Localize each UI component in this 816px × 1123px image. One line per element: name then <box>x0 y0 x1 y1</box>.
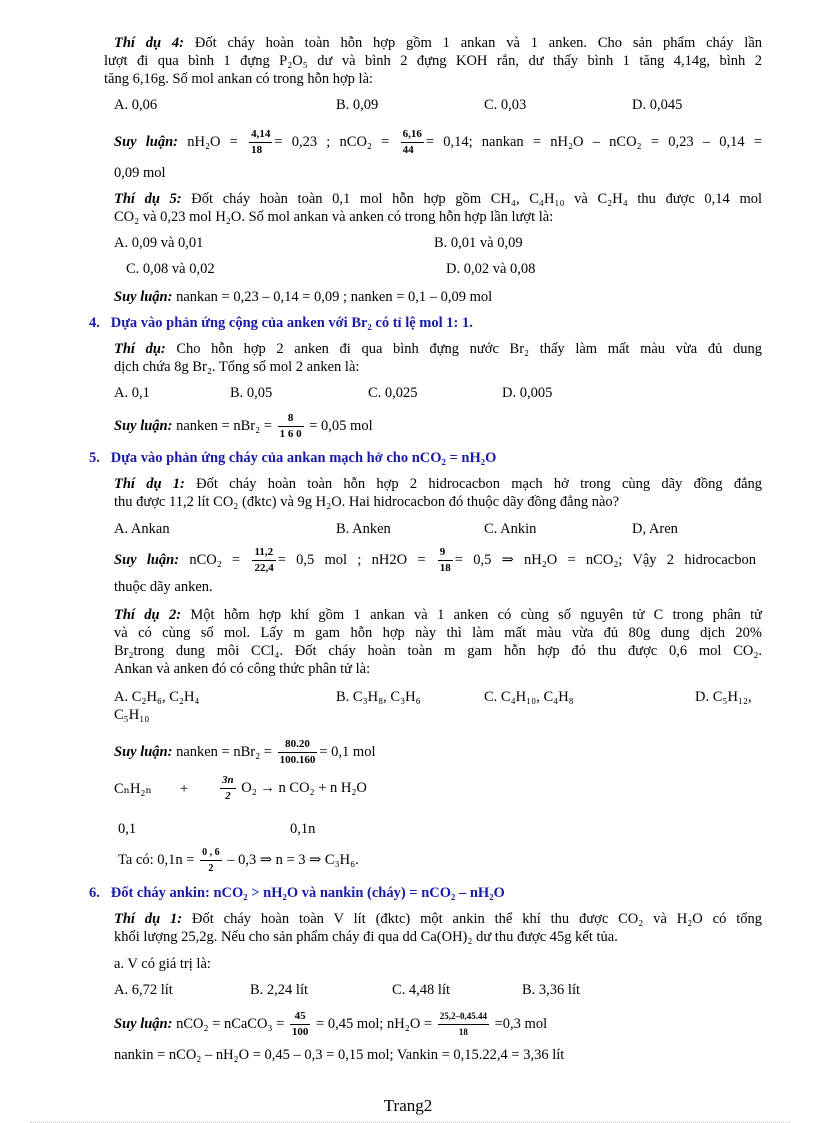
sec6-ex1-statement-2: khối lượng 25,2g. Nếu cho sản phẩm cháy đi qua dd Ca(OH)₂ dư thu được 45g kết tủa. <box>114 929 618 945</box>
sec5-ex2-statement-4: Ankan và anken đó có công thức phân tử là: <box>114 661 371 677</box>
sec5-ex2-statement-2: và có cùng số mol. Lấy m gam hỗn hợp này thì làm mất màu vừa đủ 80g dung dịch 20% <box>114 625 762 641</box>
sec5-ex2-option-c: C. C₄H₁₀, C₄H₈ <box>484 689 574 705</box>
ex4-solution-2: 0,09 mol <box>114 165 166 181</box>
sec5-ex2-statement-3: Br₂trong dung môi CCl₄. Đốt cháy hoàn toàn m gam hỗn hợp đó thu được 0,6 mol CO₂. <box>114 643 762 659</box>
sec6-option-b: B. 2,24 lít <box>250 982 309 998</box>
sec5-ex2-solution: Suy luận: nanken = nBr₂ = $\frac{80.20}{100.160}$ = 0,1 mol <box>114 738 376 766</box>
sec5-ex2-mol2: 0,1n <box>290 821 316 837</box>
sec5-ex2-option-d-cont: C₅H₁₀ <box>114 707 150 723</box>
sec5-ex2-option-a: A. C₂H₆, C₂H₄ <box>114 689 200 705</box>
section6-heading: 6. Đốt cháy ankin: nCO₂ > nH₂O và nankin (cháy) = nCO₂ – nH₂O <box>89 885 505 901</box>
ex5-solution: Suy luận: nankan = 0,23 – 0,14 = 0,09 ; nanken = 0,1 – 0,09 mol <box>114 289 493 305</box>
ex5-option-a: A. 0,09 và 0,01 <box>114 235 204 251</box>
sec4-option-c: C. 0,025 <box>368 385 418 401</box>
sec5-ex1-option-a: A. Ankan <box>114 521 170 537</box>
sec6-option-c: C. 4,48 lít <box>392 982 451 998</box>
section5-heading: 5. Dựa vào phản ứng cháy của ankan mạch hở cho nCO₂ = nH₂O <box>89 450 497 466</box>
example5-statement-2: CO₂ và 0,23 mol H₂O. Số mol ankan và anken có trong hỗn hợp lần lượt là: <box>114 209 554 225</box>
example5-statement: Thí dụ 5: Đốt cháy hoàn toàn 0,1 mol hỗn hợp gồm CH₄, C₄H₁₀ và C₂H₄ thu được 0,14 mol <box>114 191 763 207</box>
sec6-ex1-statement: Thí dụ 1: Đốt cháy hoàn toàn V lít (đktc) một ankin thể khí thu được CO₂ và H₂O có tổng <box>114 911 763 927</box>
example4-statement: Thí dụ 4: Đốt cháy hoàn toàn hỗn hợp gồm 1 ankan và 1 anken. Cho sản phẩm cháy lần <box>114 35 763 51</box>
sec6-solution: Suy luận: nCO₂ = nCaCO₃ = $\frac{45}{100}$ = 0,45 mol; nH₂O = $\frac{25,2-0,45.44}{18}$ =0,3 mol <box>114 1010 548 1038</box>
sec4-option-b: B. 0,05 <box>230 385 273 401</box>
sec5-ex2-option-b: B. C₃H₈, C₃H₆ <box>336 689 421 705</box>
sec4-option-a: A. 0,1 <box>114 385 150 401</box>
sec5-ex2-reactant: CₙH₂ₙ <box>114 781 152 797</box>
sec6-option-d: B. 3,36 lít <box>522 982 581 998</box>
sec5-ex2-mol1: 0,1 <box>118 821 137 837</box>
sec5-ex1-statement: Thí dụ 1: Đốt cháy hoàn toàn hỗn hợp 2 hidrocacbon mạch hở trong cùng dãy đồng đẳng <box>114 476 763 492</box>
sec5-ex2-plus: + <box>180 781 189 797</box>
ex4-option-c: C. 0,03 <box>484 97 527 113</box>
ex4-solution: Suy luận: nH₂O = $\frac{4,14}{18}$ = 0,23 ; nCO₂ = $\frac{6,16}{44}$ = 0,14; nankan = nH₂O – nCO₂ = 0,23 – 0,14 = <box>114 128 762 156</box>
sec4-example-statement-2: dịch chứa 8g Br₂. Tổng số mol 2 anken là: <box>114 359 360 375</box>
ex4-option-b: B. 0,09 <box>336 97 379 113</box>
ex4-option-a: A. 0,06 <box>114 97 158 113</box>
sec5-ex2-statement: Thí dụ 2: Một hỗm hợp khí gồm 1 ankan và 1 anken có cùng số nguyên tử C trong phân tử <box>114 607 763 623</box>
page-number: Trang2 <box>383 1096 433 1115</box>
sec5-ex1-option-b: B. Anken <box>336 521 391 537</box>
sec5-ex1-statement-2: thu được 11,2 lít CO₂ (đktc) và 9g H₂O. Hai hidrocacbon đó thuộc dãy đồng đẳng nào? <box>114 494 620 510</box>
sec5-ex2-conclusion: Ta có: 0,1n = $\frac{0 , 6}{2}$ – 0,3 ⇒ n = 3 ⇒ C₃H₆. <box>118 847 359 874</box>
sec5-ex2-option-d: D. C₅H₁₂, <box>695 689 752 705</box>
sec4-solution: Suy luận: nanken = nBr₂ = $\frac{8}{1 6 0}$ = 0,05 mol <box>114 412 373 440</box>
example4-statement-2: lượt đi qua bình 1 đựng P₂O₅ dư và bình 2 đựng KOH rắn, dư thấy bình 1 tăng 4,14g, bình 2 <box>104 53 762 69</box>
ex5-option-c: C. 0,08 và 0,02 <box>126 261 215 277</box>
sec5-ex1-option-d: D, Aren <box>632 521 678 537</box>
sec4-example-statement: Thí dụ: Cho hỗn hợp 2 anken đi qua bình đựng nước Br₂ thấy làm mất màu vừa đủ dung <box>114 341 762 357</box>
sec5-ex2-oxygen: $\frac{3n}{2}$ O₂ → n CO₂ + n H₂O <box>222 774 367 802</box>
sec6-option-a: A. 6,72 lít <box>114 982 173 998</box>
sec6-solution-2: nankin = nCO₂ – nH₂O = 0,45 – 0,3 = 0,15 mol; Vankin = 0,15.22,4 = 3,36 lít <box>114 1047 565 1063</box>
sec5-ex1-solution-2: thuộc dãy anken. <box>114 579 213 595</box>
section4-heading: 4. Dựa vào phản ứng cộng của anken với Br₂ có tỉ lệ mol 1: 1. <box>89 315 473 331</box>
sec5-ex1-option-c: C. Ankin <box>484 521 537 537</box>
sec4-option-d: D. 0,005 <box>502 385 553 401</box>
sec5-ex1-solution: Suy luận: nCO₂ = $\frac{11,2}{22,4}$ = 0,5 mol ; nH2O = $\frac{9}{18}$ = 0,5 ⇒ nH₂O = nCO₂; Vậy 2 hidrocacbon <box>114 546 756 574</box>
ex4-option-d: D. 0,045 <box>632 97 683 113</box>
sec6-question-a: a. V có giá trị là: <box>114 956 211 972</box>
example4-statement-3: tăng 6,16g. Số mol ankan có trong hỗn hợp là: <box>104 71 374 87</box>
ex5-option-d: D. 0,02 và 0,08 <box>446 261 536 277</box>
ex5-option-b: B. 0,01 và 0,09 <box>434 235 523 251</box>
